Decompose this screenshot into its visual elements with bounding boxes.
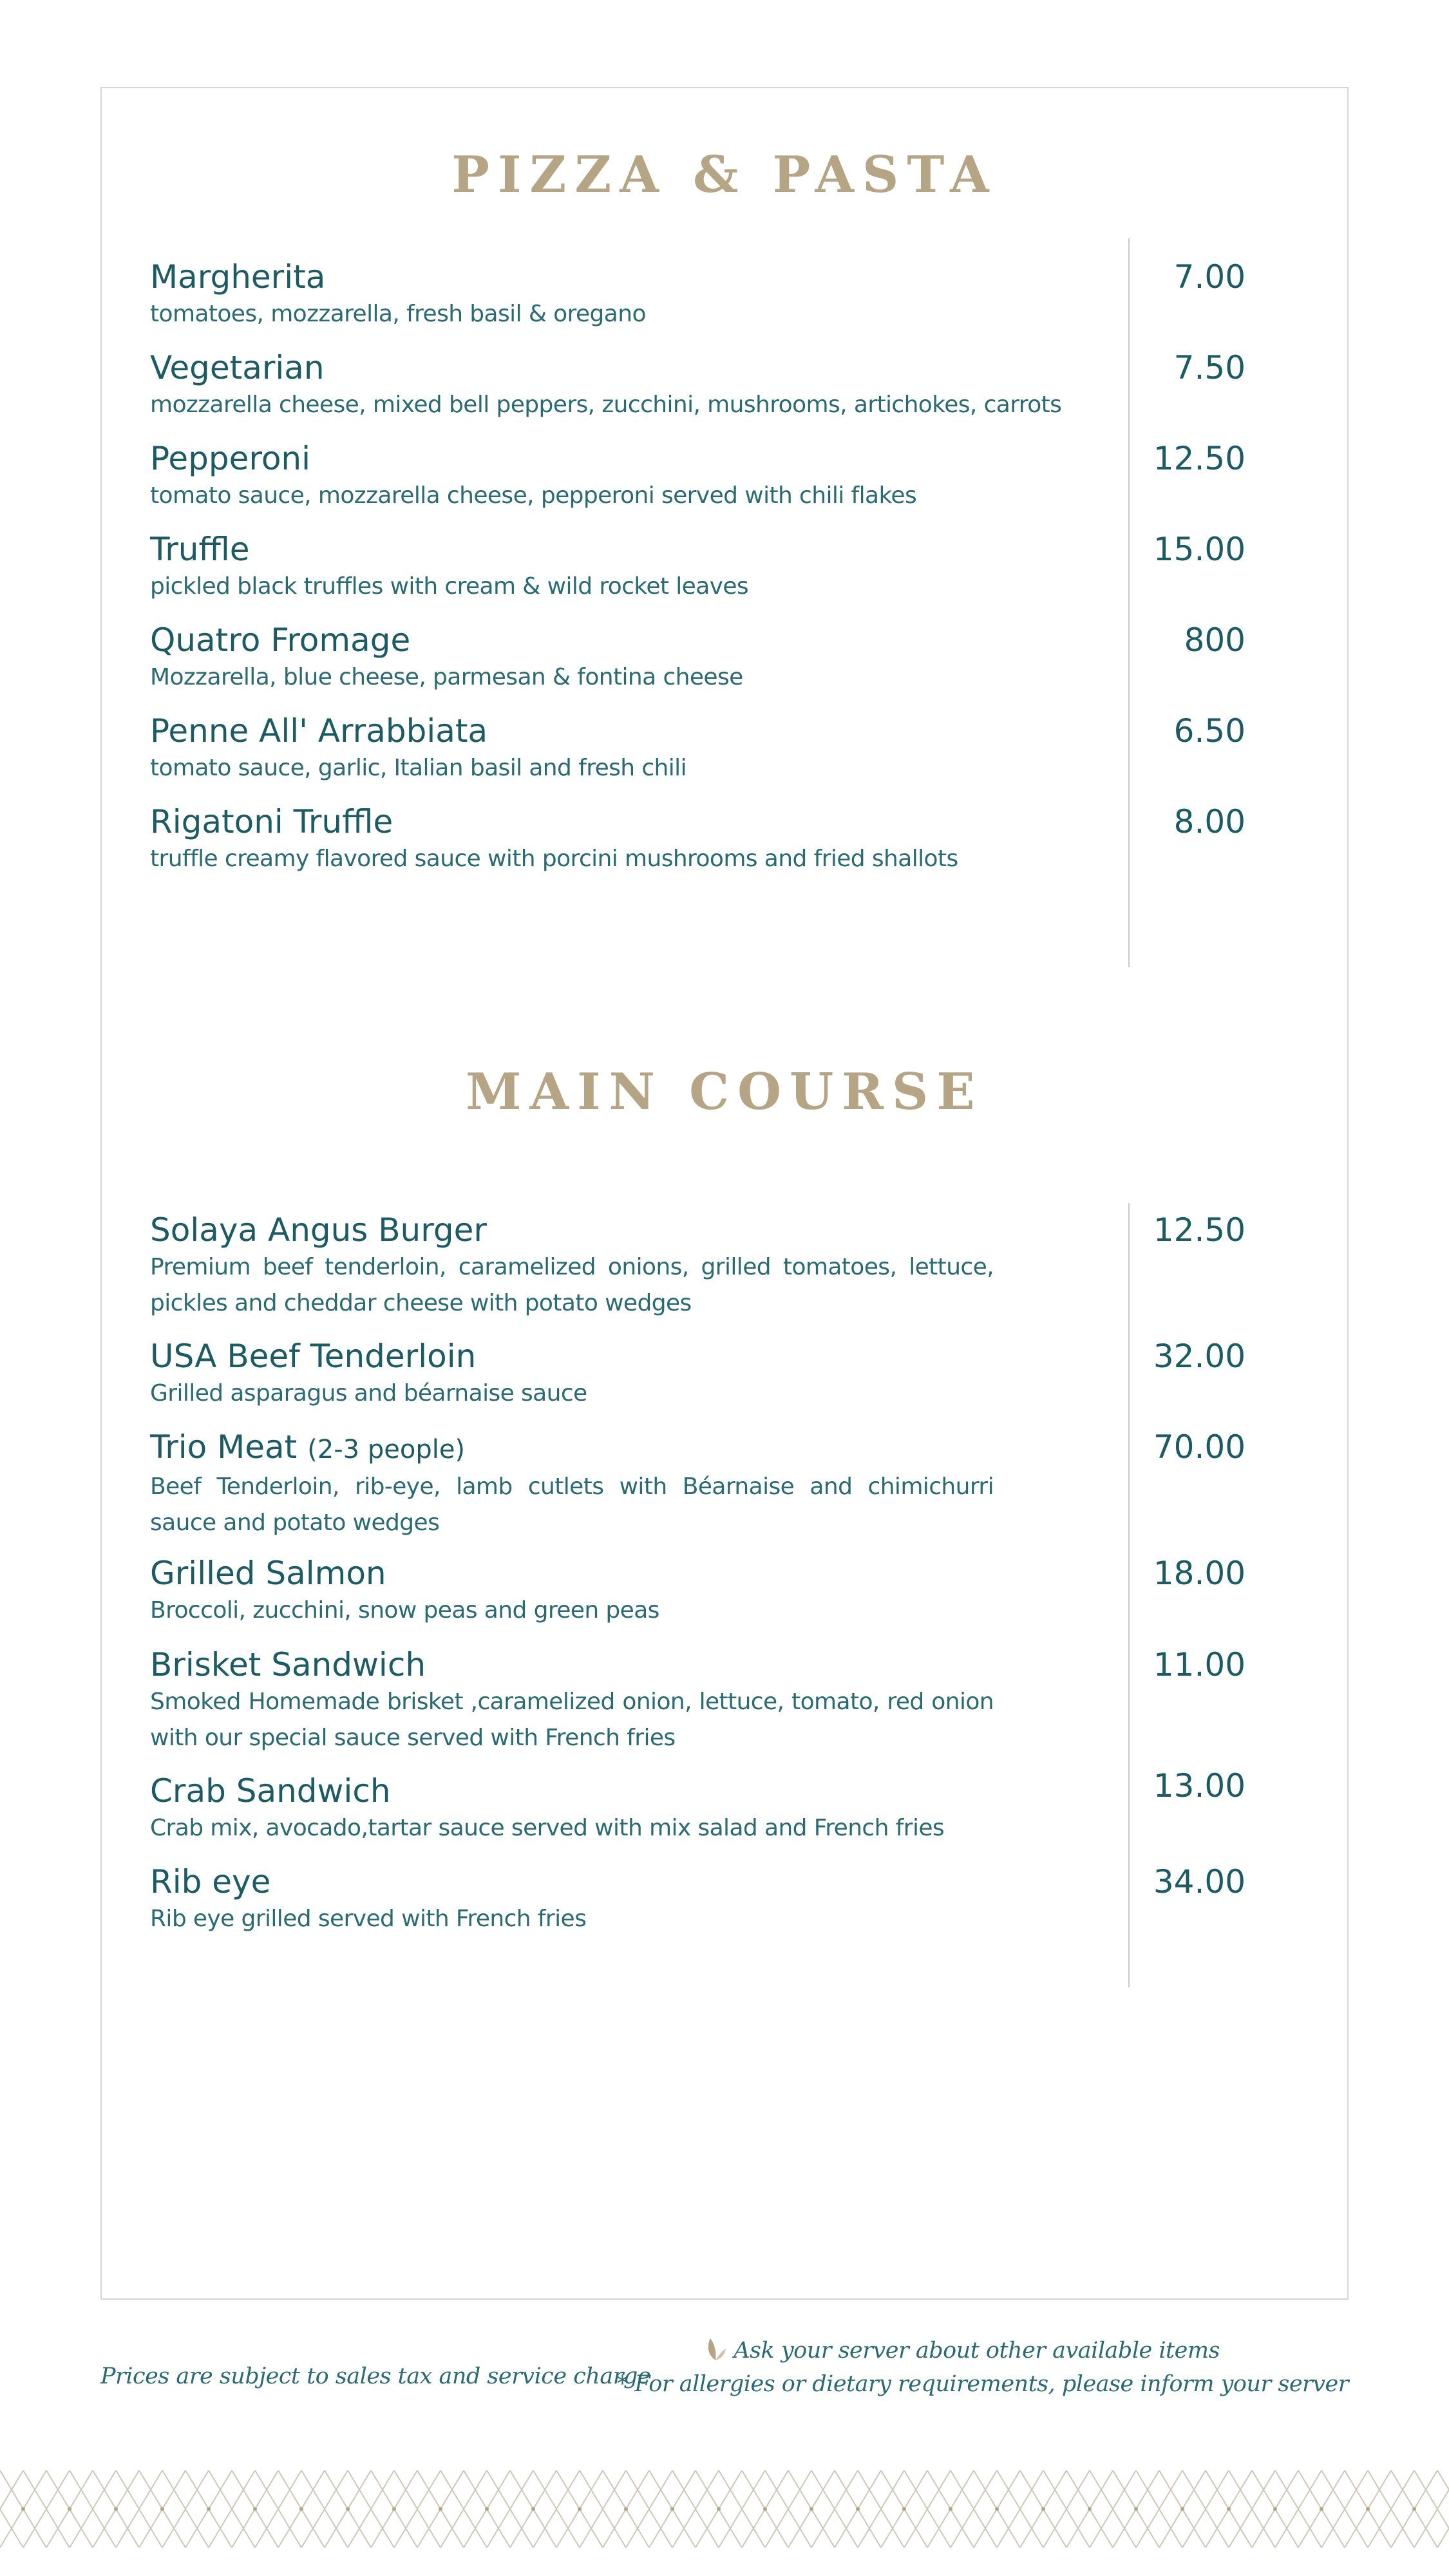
item-name: USA Beef Tenderloin [150,1338,477,1375]
ask-server-text: Ask your server about other available items [734,2338,1220,2363]
item-price: 800 [1184,621,1245,659]
ask-server-line [617,2334,1349,2367]
item-name-text: Trio Meat [150,1428,298,1466]
item-price: 34.00 [1153,1863,1245,1900]
item-description: mozzarella cheese, mixed bell peppers, zucchini, mushrooms, artichokes, carrots [150,392,1062,418]
item-price: 12.50 [1153,440,1245,477]
item-name: Grilled Salmon [150,1555,386,1592]
menu-item [150,1211,1245,1321]
item-price: 12.50 [1153,1211,1245,1249]
item-name: Margherita [150,258,326,296]
item-description: Smoked Homemade brisket ,caramelized onion, lettuce, tomato, red onion with our special sauce served with French fries [150,1689,994,1751]
menu-item [150,1337,1245,1412]
item-name: Crab Sandwich [150,1772,391,1810]
menu-item [150,348,1245,423]
item-name: Vegetarian [150,349,325,386]
menu-item [150,1772,1245,1846]
menu-item [150,1645,1245,1756]
item-price: 11.00 [1153,1646,1245,1683]
item-description: Crab mix, avocado,tartar sauce served with mix salad and French fries [150,1815,945,1841]
item-name: Pepperoni [150,440,310,477]
item-name: Rigatoni Truffle [150,803,393,840]
item-description: tomato sauce, mozzarella cheese, pepperoni served with chili flakes [150,482,917,509]
menu-item [150,1428,1245,1541]
decorative-pattern [0,2470,1449,2548]
item-name [150,1428,1245,1469]
item-name: Solaya Angus Burger [150,1211,487,1249]
item-price: 18.00 [1153,1555,1245,1592]
menu-item [150,1554,1245,1629]
tax-note: Prices are subject to sales tax and service charge [100,2363,651,2389]
menu-item [150,1862,1245,1937]
item-description: Beef Tenderloin, rib-eye, lamb cutlets with Béarnaise and chimichurri sauce and potato wedges [150,1473,994,1536]
item-description: Premium beef tenderloin, caramelized onions, grilled tomatoes, lettuce, pickles and cheddar cheese with potato wedges [150,1254,994,1316]
item-name: Penne All' Arrabbiata [150,712,488,750]
item-price: 32.00 [1153,1338,1245,1375]
item-description: pickled black truffles with cream & wild rocket leaves [150,573,749,600]
item-price: 8.00 [1173,803,1245,840]
footer-notes [617,2334,1349,2401]
item-price: 7.00 [1173,258,1245,296]
item-description: Rib eye grilled served with French fries [150,1906,587,1932]
menu-item [150,439,1245,514]
item-name: Brisket Sandwich [150,1646,426,1683]
item-description: Grilled asparagus and béarnaise sauce [150,1380,587,1406]
item-serving-note: (2-3 people) [307,1435,466,1464]
item-description: tomato sauce, garlic, Italian basil and fresh chili [150,755,687,781]
item-price: 7.50 [1173,349,1245,386]
item-price: 70.00 [1153,1428,1245,1466]
menu-item [150,530,1245,605]
item-price: 15.00 [1153,531,1245,568]
section-title-pizza-pasta: PIZZA & PASTA [451,146,998,204]
menu-item [150,258,1245,332]
item-name: Truffle [150,531,250,568]
item-description: tomatoes, mozzarella, fresh basil & oregano [150,301,646,327]
item-description: Broccoli, zucchini, snow peas and green peas [150,1597,659,1624]
section-title-main-course: MAIN COURSE [466,1063,983,1121]
item-description: truffle creamy flavored sauce with porcini mushrooms and fried shallots [150,846,958,872]
leaf-icon [704,2336,727,2362]
item-price: 6.50 [1173,712,1245,750]
item-name: Rib eye [150,1863,271,1900]
menu-item [150,712,1245,786]
item-description: Mozzarella, blue cheese, parmesan & fontina cheese [150,664,743,690]
item-name: Quatro Fromage [150,621,411,659]
item-price: 13.00 [1153,1767,1245,1804]
menu-item [150,802,1245,877]
menu-item [150,621,1245,696]
allergy-note: * For allergies or dietary requirements, please inform your server [616,2371,1349,2397]
